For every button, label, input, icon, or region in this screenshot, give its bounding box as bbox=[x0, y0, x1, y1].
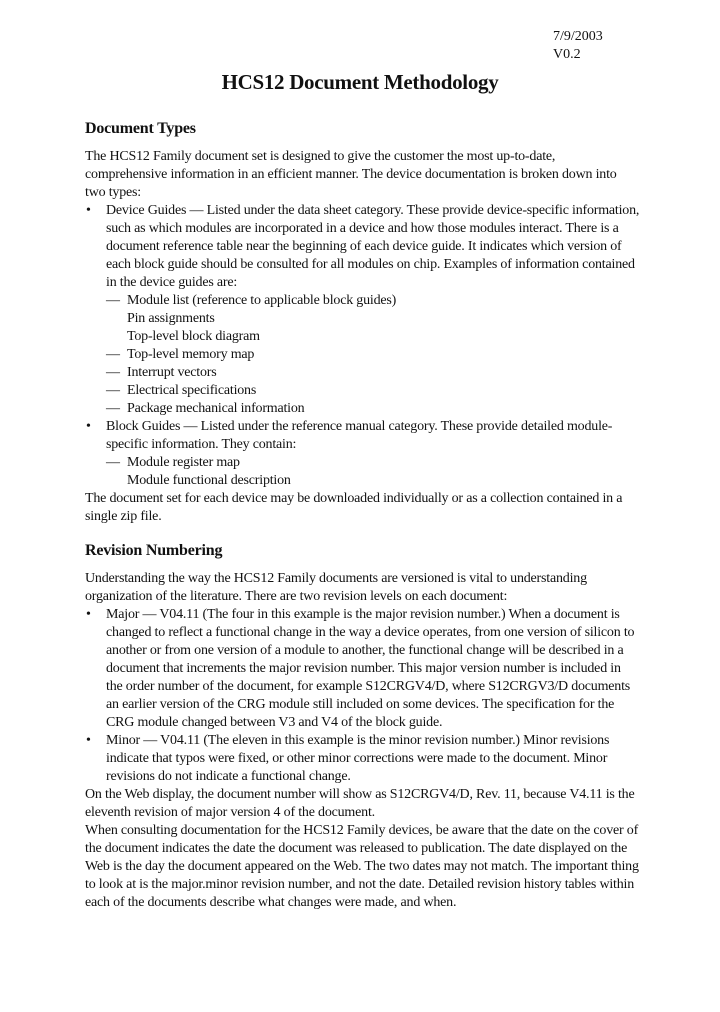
bullet-minor-revision bbox=[85, 732, 640, 786]
dash-marker: — bbox=[106, 293, 120, 308]
sub-item bbox=[85, 328, 640, 346]
section-heading-revision-numbering: Revision Numbering bbox=[85, 542, 223, 559]
document-meta bbox=[553, 28, 603, 64]
sub-item bbox=[85, 364, 640, 382]
bullet-marker: • bbox=[86, 733, 91, 748]
bullet-text: Device Guides — Listed under the data sheet category. These provide device-specific information, such as which modules are incorporated in a device and how those modules interact. There is a document reference table near the beginning of each device guide. It indicates which version of each block guide should be consulted for all modules on chip. Examples of information contained in the device guides are: bbox=[106, 203, 640, 290]
bullet-block-guides bbox=[85, 418, 640, 454]
dash-marker: — bbox=[106, 401, 120, 416]
sub-item bbox=[85, 472, 640, 490]
document-date: 7/9/2003 bbox=[553, 29, 603, 44]
dash-marker: — bbox=[106, 347, 120, 362]
dash-marker: — bbox=[106, 455, 120, 470]
section-heading-document-types: Document Types bbox=[85, 120, 196, 137]
bullet-marker: • bbox=[86, 419, 91, 434]
bullet-text: Major — V04.11 (The four in this example is the major revision number.) When a document is changed to reflect a functional change in the way a device operates, from one version of silicon to another or from one version of a module to another, the functional change will be described in a document that increments the major revision number. This major version number is included in the order number of the document, for example S12CRGV4/D, where S12CRGV3/D documents an earlier version of the CRG module still included on some devices. The specification for the CRG module changed between V3 and V4 of the block guide. bbox=[106, 607, 635, 730]
sub-item-text: Pin assignments bbox=[127, 311, 215, 326]
document-version: V0.2 bbox=[553, 47, 581, 62]
sub-item bbox=[85, 292, 640, 310]
section-revision-numbering bbox=[85, 570, 640, 912]
paragraph-intro: The HCS12 Family document set is designed to give the customer the most up-to-date, comprehensive information in an efficient manner. The device documentation is broken down into two types: bbox=[85, 149, 617, 200]
sub-item-text: Package mechanical information bbox=[127, 401, 305, 416]
sub-item bbox=[85, 400, 640, 418]
dash-marker: — bbox=[106, 383, 120, 398]
section-document-types bbox=[85, 148, 640, 526]
paragraph-web-display: On the Web display, the document number will show as S12CRGV4/D, Rev. 11, because V4.11 is the eleventh revision of major version 4 of the document. bbox=[85, 787, 635, 820]
sub-item-text: Top-level memory map bbox=[127, 347, 255, 362]
bullet-text: Minor — V04.11 (The eleven in this example is the minor revision number.) Minor revisions indicate that typos were fixed, or other minor corrections were made to the document. Minor revisions do not indicate a functional change. bbox=[106, 733, 610, 784]
sub-item-text: Top-level block diagram bbox=[127, 329, 260, 344]
sub-item bbox=[85, 454, 640, 472]
paragraph-consulting: When consulting documentation for the HCS12 Family devices, be aware that the date on the cover of the document indicates the date the document was released to publication. The date displayed on the Web is the day the document appeared on the Web. The two dates may not match. The important thing to look at is the major.minor revision number, and not the date. Detailed revision history tables within each of the documents describe what changes were made, and when. bbox=[85, 823, 639, 910]
bullet-major-revision bbox=[85, 606, 640, 732]
bullet-marker: • bbox=[86, 607, 91, 622]
sub-item-text: Interrupt vectors bbox=[127, 365, 217, 380]
paragraph-closing: The document set for each device may be downloaded individually or as a collection contained in a single zip file. bbox=[85, 491, 623, 524]
bullet-text: Block Guides — Listed under the reference manual category. These provide detailed module-specific information. They contain: bbox=[106, 419, 613, 452]
paragraph-intro: Understanding the way the HCS12 Family documents are versioned is vital to understanding organization of the literature. There are two revision levels on each document: bbox=[85, 571, 587, 604]
sub-item bbox=[85, 382, 640, 400]
sub-item-text: Electrical specifications bbox=[127, 383, 257, 398]
bullet-marker: • bbox=[86, 203, 91, 218]
sub-item-text: Module list (reference to applicable block guides) bbox=[127, 293, 397, 308]
sub-item bbox=[85, 310, 640, 328]
document-title: HCS12 Document Methodology bbox=[221, 70, 499, 94]
sub-item bbox=[85, 346, 640, 364]
bullet-device-guides bbox=[85, 202, 640, 292]
sub-item-text: Module functional description bbox=[127, 473, 291, 488]
dash-marker: — bbox=[106, 365, 120, 380]
sub-item-text: Module register map bbox=[127, 455, 240, 470]
